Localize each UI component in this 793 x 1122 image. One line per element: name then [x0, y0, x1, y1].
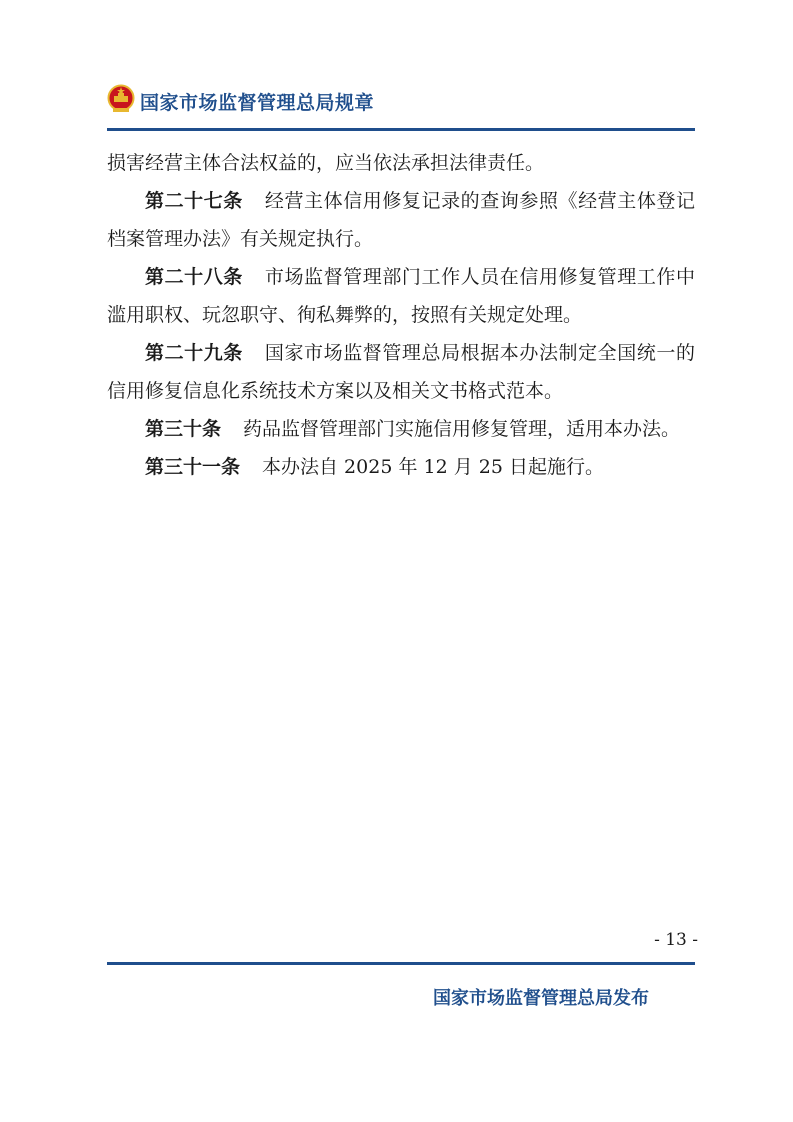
document-body — [107, 144, 695, 486]
article-number: 第三十一条 — [145, 456, 241, 478]
header-divider — [107, 128, 695, 131]
article-number: 第二十八条 — [145, 266, 243, 288]
article-number: 第二十七条 — [145, 190, 243, 212]
header-title: 国家市场监督管理总局规章 — [140, 92, 375, 114]
continuation-paragraph: 损害经营主体合法权益的，应当依法承担法律责任。 — [107, 152, 545, 174]
article-text: 经营主体信用修复记录的查询参照《经营主体登记档案管理办法》有关规定执行。 — [107, 190, 695, 250]
article-number: 第三十条 — [145, 418, 222, 440]
article-30 — [107, 410, 695, 448]
footer-divider — [107, 962, 695, 965]
article-31 — [107, 448, 695, 486]
article-28 — [107, 258, 695, 334]
article-number: 第二十九条 — [145, 342, 243, 364]
footer-publisher: 国家市场监督管理总局发布 — [433, 988, 649, 1009]
article-text: 国家市场监督管理总局根据本办法制定全国统一的信用修复信息化系统技术方案以及相关文书格式范本。 — [107, 342, 695, 402]
page-header — [107, 84, 697, 124]
article-29 — [107, 334, 695, 410]
article-text: 本办法自 2025 年 12 月 25 日起施行。 — [262, 456, 604, 478]
page-number: - 13 - — [654, 930, 698, 950]
national-emblem-icon — [107, 84, 135, 114]
article-27 — [107, 182, 695, 258]
article-text: 市场监督管理部门工作人员在信用修复管理工作中滥用职权、玩忽职守、徇私舞弊的，按照有关规定处理。 — [107, 266, 695, 326]
article-text: 药品监督管理部门实施信用修复管理，适用本办法。 — [243, 418, 681, 440]
